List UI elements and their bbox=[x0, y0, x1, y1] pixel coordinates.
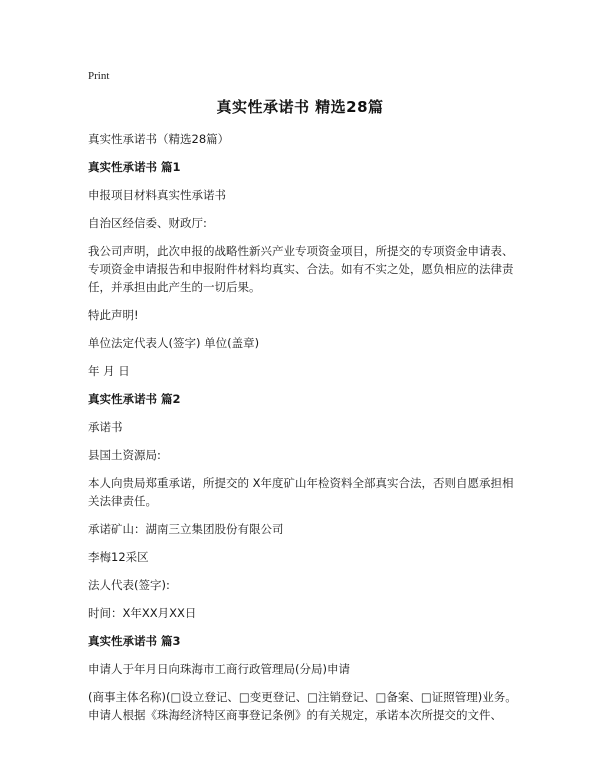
paragraph: 本人向贵局郑重承诺，所提交的 X年度矿山年检资料全部真实合法，否则自愿承担相关法律责任。 bbox=[88, 476, 514, 508]
paragraph: (商事主体名称)(□设立登记、□变更登记、□注销登记、□备案、□证照管理)业务。申请人根据《珠海经济特区商事登记条例》的有关规定，承诺本次所提交的文件、 bbox=[88, 690, 517, 722]
paragraph: 单位法定代表人(签字) 单位(盖章) bbox=[88, 336, 260, 350]
print-link[interactable]: Print bbox=[88, 70, 110, 82]
paragraph: 特此声明! bbox=[88, 308, 139, 322]
paragraph: 申请人于年月日向珠海市工商行政管理局(分局)申请 bbox=[88, 662, 350, 676]
paragraph: 年 月 日 bbox=[88, 364, 130, 378]
subtitle: 真实性承诺书（精选28篇） bbox=[88, 132, 230, 146]
section-heading-3: 真实性承诺书 篇3 bbox=[88, 634, 181, 648]
section-heading-1: 真实性承诺书 篇1 bbox=[88, 160, 181, 174]
paragraph: 承诺矿山：湖南三立集团股份有限公司 bbox=[88, 522, 284, 536]
paragraph: 申报项目材料真实性承诺书 bbox=[88, 188, 226, 202]
paragraph: 我公司声明，此次申报的战略性新兴产业专项资金项目，所提交的专项资金申请表、专项资金申请报告和申报附件材料均真实、合法。如有不实之处，愿负相应的法律责任，并承担由此产生的一切后果。 bbox=[88, 244, 514, 294]
page-title: 真实性承诺书 精选28篇 bbox=[216, 98, 384, 116]
document-body bbox=[88, 130, 518, 724]
paragraph: 承诺书 bbox=[88, 420, 123, 434]
paragraph: 李梅12采区 bbox=[88, 550, 149, 564]
section-heading-2: 真实性承诺书 篇2 bbox=[88, 392, 181, 406]
paragraph: 县国土资源局: bbox=[88, 448, 161, 462]
paragraph: 法人代表(签字): bbox=[88, 578, 170, 592]
paragraph: 自治区经信委、财政厅: bbox=[88, 216, 207, 230]
paragraph: 时间：X年XX月XX日 bbox=[88, 606, 197, 620]
